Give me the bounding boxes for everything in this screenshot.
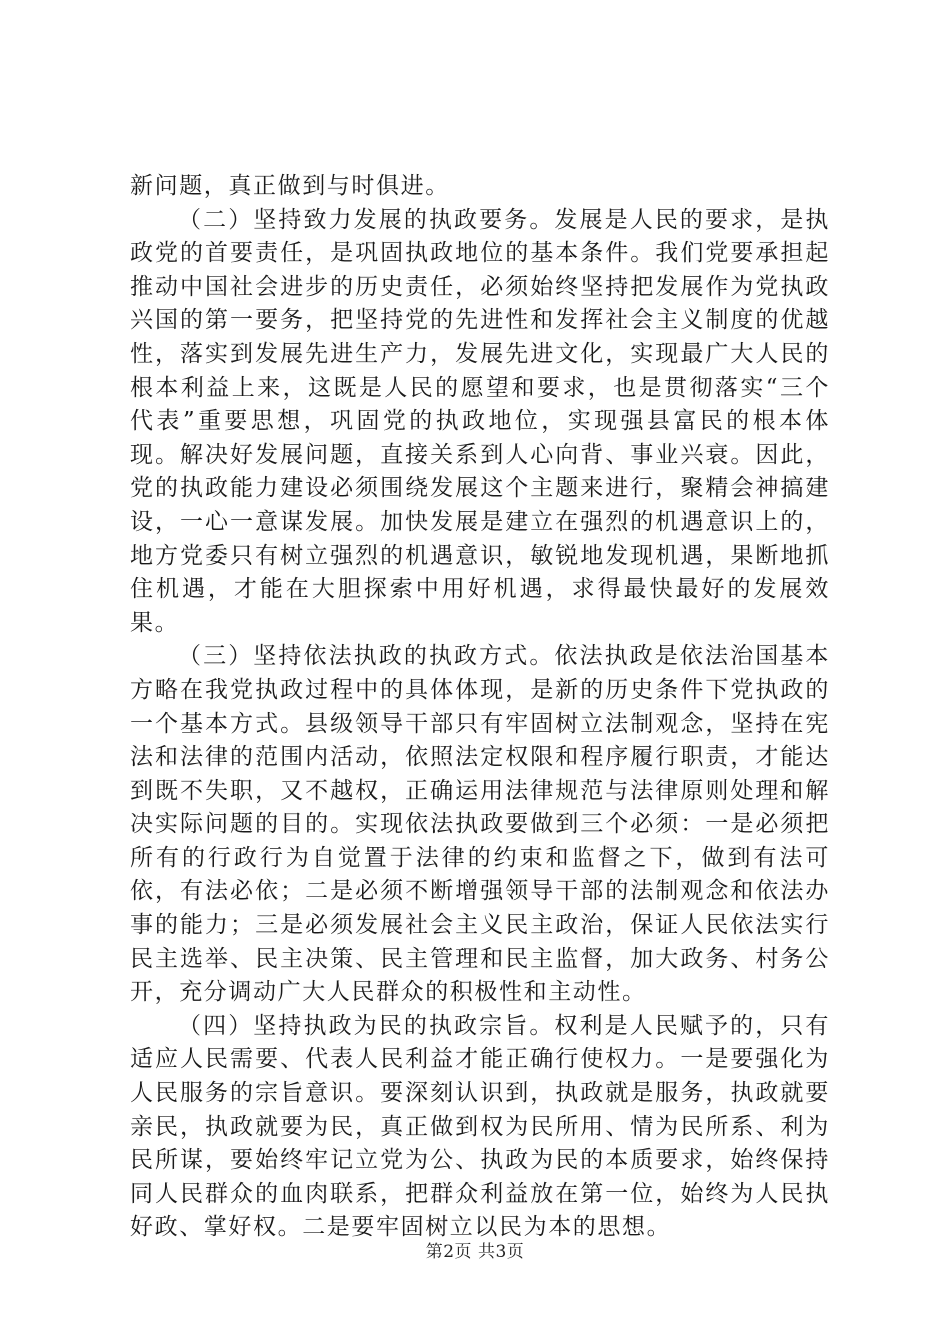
paragraph-section-4: （四）坚持执政为民的执政宗旨。权利是人民赋予的，只有适应人民需要、代表人民利益才能正确行使权力。一是要强化为人民服务的宗旨意识。要深刻认识到，执政就是服务，执政就要亲民，执政就要为民，真正做到权为民所用、情为民所系、利为民所谋，要始终牢记立党为公、执政为民的本质要求，始终保持同人民群众的血肉联系，把群众利益放在第一位，始终为人民执好政、掌好权。二是要牢固树立以民为本的思想。 [130,1012,830,1241]
paragraph-continuation: 新问题，真正做到与时俱进。 [130,173,450,199]
document-body [130,170,830,1245]
paragraph-section-3: （三）坚持依法执政的执政方式。依法执政是依法治国基本方略在我党执政过程中的具体体现，是新的历史条件下党执政的一个基本方式。县级领导干部只有牢固树立法制观念，坚持在宪法和法律的范围内活动，依照法定权限和程序履行职责，才能达到既不失职，又不越权，正确运用法律规范与法律原则处理和解决实际问题的目的。实现依法执政要做到三个必须：一是必须把所有的行政行为自觉置于法律的约束和监督之下，做到有法可依，有法必依；二是必须不断增强领导干部的法制观念和依法办事的能力；三是必须发展社会主义民主政治，保证人民依法实行民主选举、民主决策、民主管理和民主监督，加大政务、村务公开，充分调动广大人民群众的积极性和主动性。 [130,643,830,1006]
page-number-footer: 第2页 共3页 [425,1242,525,1262]
paragraph-section-2: （二）坚持致力发展的执政要务。发展是人民的要求，是执政党的首要责任，是巩固执政地位的基本条件。我们党要承担起推动中国社会进步的历史责任，必须始终坚持把发展作为党执政兴国的第一要务，把坚持党的先进性和发挥社会主义制度的优越性，落实到发展先进生产力，发展先进文化，实现最广大人民的根本利益上来，这既是人民的愿望和要求，也是贯彻落实“三个代表”重要思想，巩固党的执政地位，实现强县富民的根本体现。解决好发展问题，直接关系到人心向背、事业兴衰。因此，党的执政能力建设必须围绕发展这个主题来进行，聚精会神搞建设，一心一意谋发展。加快发展是建立在强烈的机遇意识上的，地方党委只有树立强烈的机遇意识，敏锐地发现机遇，果断地抓住机遇，才能在大胆探索中用好机遇，求得最快最好的发展效果。 [130,206,830,636]
